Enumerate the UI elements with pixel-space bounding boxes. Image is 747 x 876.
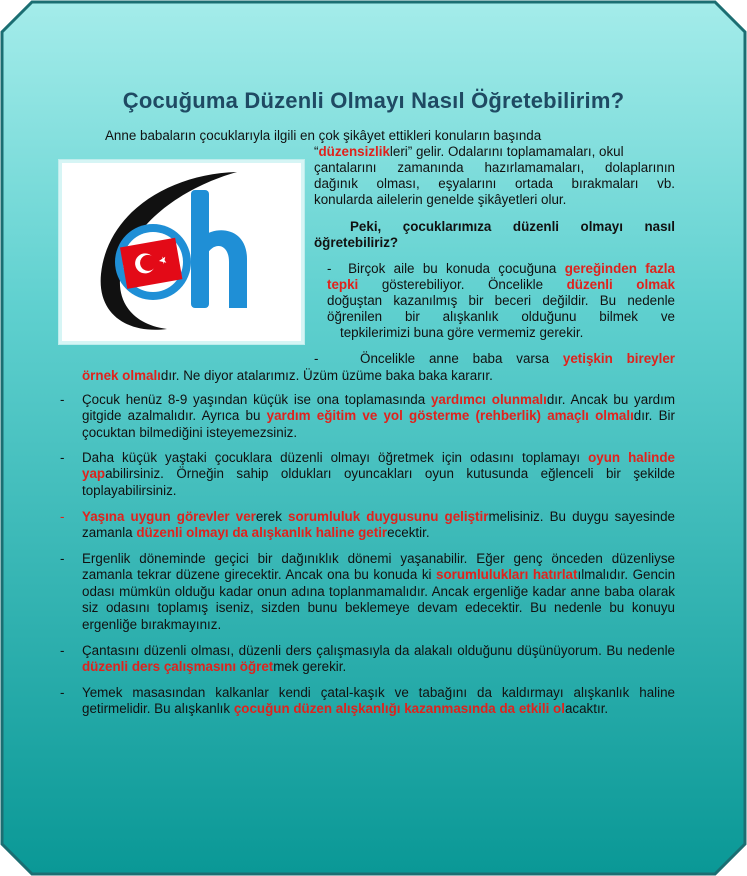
intro-quote: “	[314, 144, 319, 159]
body-text: ılmalıdır. Gencin odası mümkün olduğu kadar onun adına toplanmamalıdır. Ancak ergenliğe kadar anne baba olarak siz odasını toplamış iseniz, sizden bunu beklemeye devam edecektir. Bu nedenle bu konuyu ergenliğe bırakmayınız.	[82, 567, 676, 632]
bullet1-highlight-3: düzenli olmak	[566, 277, 676, 292]
bullet-dash: -	[60, 392, 65, 407]
bullet-dash: -	[60, 685, 65, 700]
bullet2-highlight-2: örnek olmalı	[82, 368, 161, 383]
bullet2-line-2	[82, 368, 675, 384]
body-text: melisiniz. Bu duygu sayesinde zamanla	[82, 509, 675, 541]
intro-line-2	[314, 144, 675, 160]
bullet-dash: -	[60, 509, 65, 524]
question-line-1: Peki, çocuklarımıza düzenli olmayı nasıl	[350, 219, 675, 234]
body-text: dır. Ancak bu yardım gitgide azalmalıdır. Ayrıca bu	[82, 392, 675, 424]
body-text: Daha küçük yaştaki çocuklara düzenli olmayı öğretmek için odasını toplamayı	[82, 450, 589, 465]
body-text: dır. Bir çocuktan bilmediğini isteyemezsiniz.	[82, 408, 675, 440]
body-text: mek gerekir.	[273, 659, 347, 675]
highlight-text: düzenli olmayı da alışkanlık haline getir	[136, 525, 388, 541]
bullet1-line-1	[327, 261, 675, 277]
list-item	[82, 685, 675, 718]
bullet-dash: -	[60, 643, 65, 658]
intro-line-4: dağınık olması, eşyalarını ortada bırakmaları vb.	[314, 176, 675, 191]
list-item	[82, 509, 675, 542]
bullet-dash: -	[60, 450, 65, 465]
logo-image	[87, 164, 275, 340]
intro-line-1: Anne babaların çocuklarıyla ilgili en çok şikâyet ettikleri konuların başında	[105, 128, 542, 143]
bullet2-text-a: Öncelikle anne baba varsa	[360, 351, 563, 366]
body-text: abilirsiniz. Örneğin sahip oldukları oyuncakları oyun kutusunda eğlenceli bir şekilde toplayabilirsiniz.	[82, 466, 675, 498]
highlight-text: sorumluluk duygusunu geliştir	[288, 509, 489, 524]
intro-line-5: konularda ailelerin genelde şikâyetleri olur.	[314, 192, 567, 207]
list-item	[82, 392, 675, 441]
body-text: Yemek masasından kalkanlar kendi çatal-kaşık ve tabağını da kaldırmayı alışkanlık haline getirmelidir. Bu alışkanlık	[82, 685, 675, 717]
body-text: Ergenlik döneminde geçici bir dağınıklık dönemi yaşanabilir. Eğer genç önceden düzenliyse zamanla tekrar düzene girecektir. Ancak ona bu konuda ki	[82, 551, 675, 583]
list-item	[82, 643, 675, 676]
body-text: acaktır.	[564, 701, 609, 717]
bullet-dash: -	[60, 551, 65, 566]
highlight-text: yardımcı olunmalı	[430, 392, 547, 407]
highlight-text: Yaşına uygun görevler ver	[82, 509, 256, 524]
highlight-text: oyun halinde yap	[82, 450, 675, 482]
highlight-text: düzenli ders çalışmasını öğret	[82, 659, 274, 675]
bullet1-line-3: doğuştan kazanılmış bir beceri değildir. Bu nedenle	[327, 293, 675, 308]
body-text: Çocuk henüz 8-9 yaşından küçük ise ona toplamasında	[82, 392, 431, 407]
page-title: Çocuğuma Düzenli Olmayı Nasıl Öğretebilirim?	[122, 88, 625, 113]
highlight-text: yardım eğitim ve yol gösterme (rehberlik) amaçlı olmalı	[266, 408, 634, 424]
oh-logo-icon	[87, 164, 275, 340]
highlight-text: sorumlulukları hatırlat	[436, 567, 578, 583]
bullet2-highlight-1: yetişkin bireyler	[562, 351, 675, 366]
question-line-2: öğretebiliriz?	[314, 235, 399, 250]
body-text: ecektir.	[387, 525, 430, 541]
bullet2-text-b: dır. Ne diyor atalarımız. Üzüm üzüme baka baka kararır.	[160, 368, 493, 383]
bullet1-highlight-1: gereğinden fazla	[564, 261, 675, 276]
bullet1-highlight-2: tepki	[327, 277, 359, 292]
intro-highlight: düzensizlik	[318, 144, 390, 159]
list-item	[82, 450, 675, 499]
bullet1-text-a: Birçok aile bu konuda çocuğuna	[348, 261, 565, 276]
bullet2-line-1	[314, 351, 675, 367]
bullet1-line-5: tepkilerimizi buna göre vermemiz gerekir.	[340, 325, 584, 340]
intro-line-2-rest: leri” gelir. Odalarını toplamamaları, okul	[389, 144, 624, 159]
logo-frame	[58, 159, 305, 345]
bullet-dash: -	[314, 351, 319, 366]
body-text: Çantasını düzenli olması, düzenli ders çalışmasıyla da alakalı olduğunu düşünüyorum. Bu nedenle	[82, 643, 675, 658]
highlight-text: çocuğun düzen alışkanlığı kazanmasında da etkili ol	[233, 701, 565, 717]
bullet1-line-2	[327, 277, 675, 293]
bullet-dash: -	[327, 261, 332, 276]
body-text: erek	[255, 509, 289, 524]
intro-line-3: çantalarını zamanında hazırlamamaları, dolaplarının	[314, 160, 675, 175]
bullet1-line-4: öğrenilen bir alışkanlık olduğunu bilmek ve	[327, 309, 675, 324]
bullet1-text-b: gösterebiliyor. Öncelikle	[358, 277, 567, 292]
list-item	[82, 551, 675, 633]
